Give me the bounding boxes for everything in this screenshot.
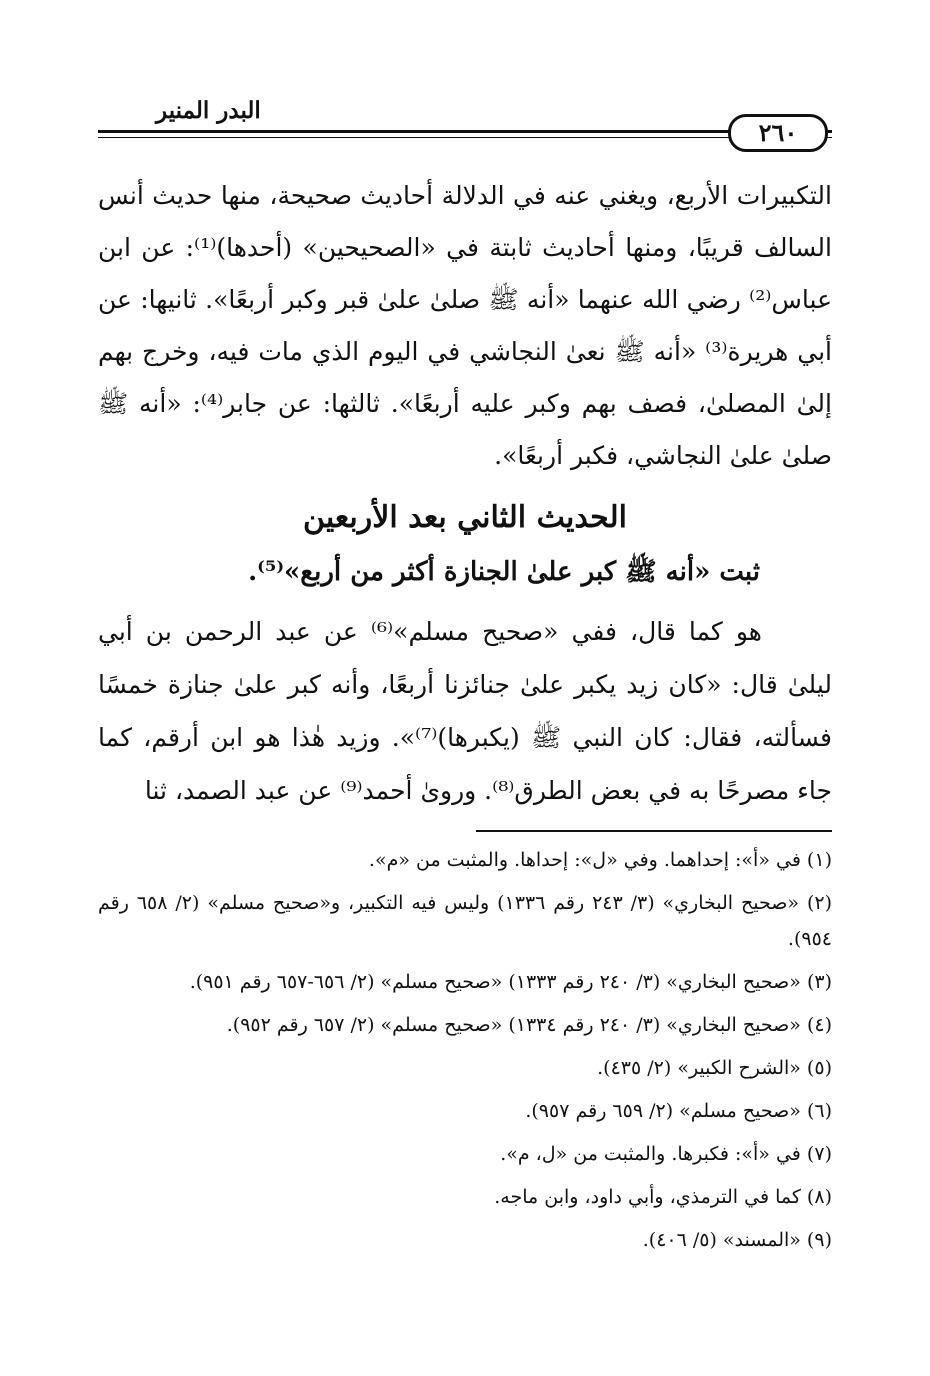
footnote-9: (٩) «المسند» (٥/ ٤٠٦).	[642, 1229, 832, 1251]
header-rule-thin	[98, 137, 832, 138]
footnote-2: (٢) «صحيح البخاري» (٣/ ٢٤٣ رقم ١٣٣٦) وليس فيه التكبير، و«صحيح مسلم» (٢/ ٦٥٨ رقم ٩٥٤).	[98, 892, 832, 950]
footnote-8: (٨) كما في الترمذي، وأبي داود، وابن ماجه.	[494, 1186, 832, 1208]
footnote-3: (٣) «صحيح البخاري» (٣/ ٢٤٠ رقم ١٣٣٣) «صحيح مسلم» (٢/ ٦٥٦-٦٥٧ رقم ٩٥١).	[189, 971, 832, 993]
book-title: البدر المنير	[150, 97, 292, 124]
footnotes	[98, 842, 832, 1265]
page-number: ٢٦٠	[728, 114, 828, 152]
footnote-6: (٦) «صحيح مسلم» (٢/ ٦٥٩ رقم ٩٥٧).	[525, 1100, 832, 1122]
footnote-4: (٤) «صحيح البخاري» (٣/ ٢٤٠ رقم ١٣٣٤) «صحيح مسلم» (٢/ ٦٥٧ رقم ٩٥٢).	[226, 1014, 832, 1036]
intro-paragraph-text: التكبيرات الأربع، ويغني عنه في الدلالة أحاديث صحيحة، منها حديث أنس السالف قريبًا، ومنها أحاديث ثابتة في «الصحيحين» (أحدها)⁽¹⁾: عن ابن عباس⁽²⁾ رضي الله عنهما «أنه ﷺ صلىٰ علىٰ قبر وكبر أربعًا». ثانيها: عن أبي هريرة⁽³⁾ «أنه ﷺ نعىٰ النجاشي في اليوم الذي مات فيه، وخرج بهم إلىٰ المصلىٰ، فصف بهم وكبر عليه أربعًا». ثالثها: عن جابر⁽⁴⁾: «أنه ﷺ صلىٰ علىٰ النجاشي، فكبر أربعًا».	[98, 181, 832, 470]
commentary-paragraph	[98, 605, 832, 817]
header-rule-thick	[98, 130, 832, 133]
footnote-separator	[476, 830, 832, 832]
intro-paragraph	[98, 170, 832, 482]
hadith-statement: ثبت «أنه ﷺ كبر علىٰ الجنازة أكثر من أربع»⁽⁵⁾.	[248, 557, 760, 587]
footnote-1: (١) في «أ»: إحداهما. وفي «ل»: إحداها. والمثبت من «م».	[368, 849, 832, 871]
footnote-5: (٥) «الشرح الكبير» (٢/ ٤٣٥).	[597, 1057, 832, 1079]
commentary-paragraph-text: هو كما قال، ففي «صحيح مسلم»⁽⁶⁾ عن عبد الرحمن بن أبي ليلىٰ قال: «كان زيد يكبر علىٰ جنائزنا أربعًا، وأنه كبر علىٰ جنازة خمسًا فسألته، فقال: كان النبي ﷺ (يكبرها)⁽⁷⁾». وزيد هٰذا هو ابن أرقم، كما جاء مصرحًا به في بعض الطرق⁽⁸⁾. وروىٰ أحمد⁽⁹⁾ عن عبد الصمد، ثنا	[98, 617, 833, 805]
footnote-7: (٧) في «أ»: فكبرها. والمثبت من «ل، م».	[500, 1143, 832, 1165]
page-header	[98, 92, 832, 162]
section-heading: الحديث الثاني بعد الأربعين	[303, 500, 627, 535]
